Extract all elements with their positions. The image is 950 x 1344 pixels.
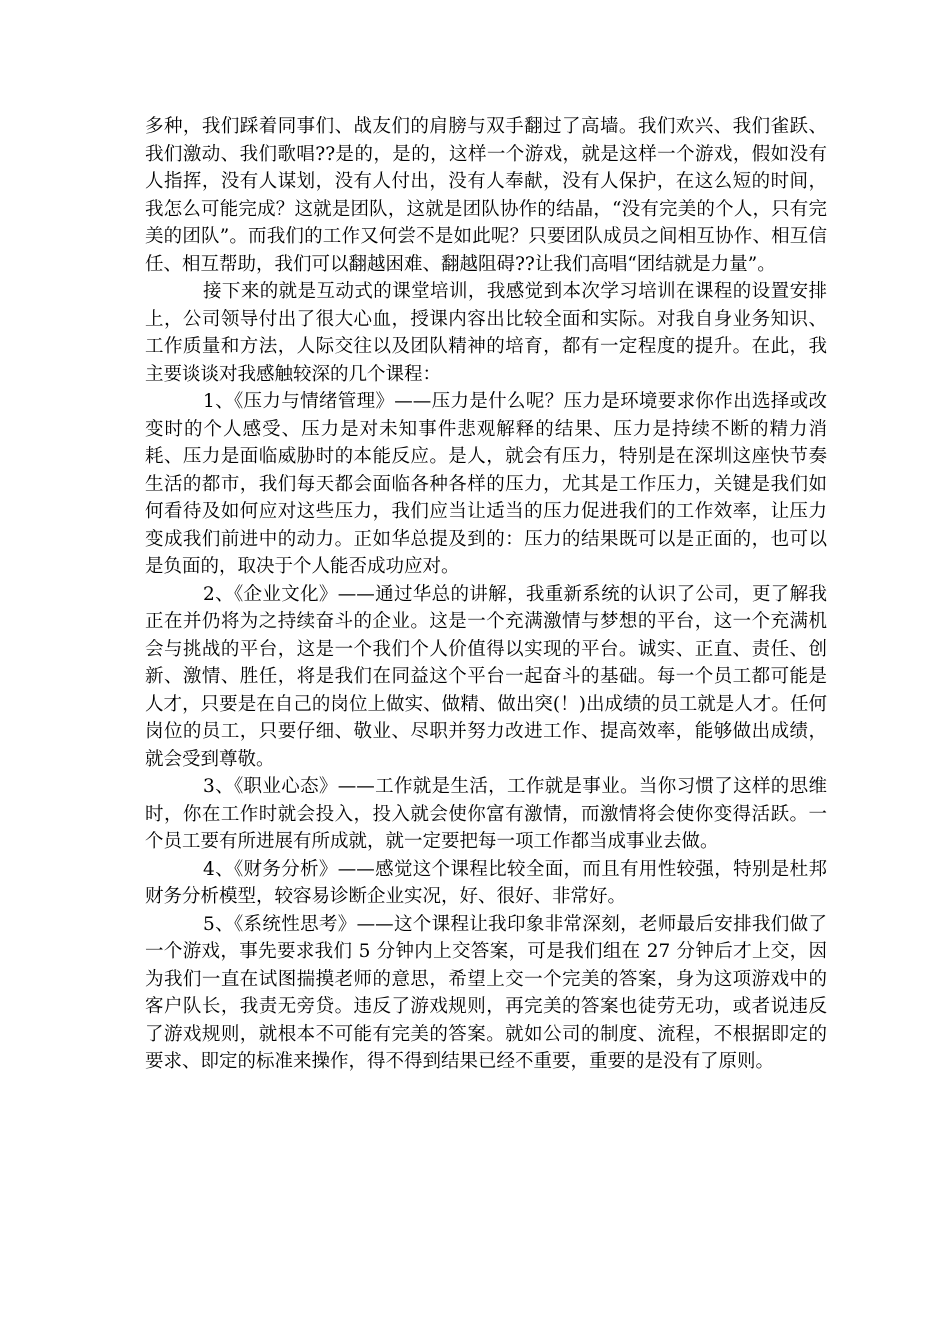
paragraph-team-game: 多种，我们踩着同事们、战友们的肩膀与双手翻过了高墙。我们欢兴、我们雀跃、我们激动、我们歌唱??是的，是的，这样一个游戏，就是这样一个游戏，假如没有人指挥，没有人谋划，没有人付出，没有人奉献，没有人保护，在这么短的时间，我怎么可能完成？这就是团队，这就是团队协作的结晶，“没有完美的个人，只有完美的团队”。而我们的工作又何尝不是如此呢？只要团队成员之间相互协作、相互信任、相互帮助，我们可以翻越困难、翻越阻碍??让我们高唱“团结就是力量”。 — [145, 116, 827, 275]
paragraph-course-stress: 1、《压力与情绪管理》——压力是什么呢？压力是环境要求你作出选择或改变时的个人感受、压力是对未知事件悲观解释的结果、压力是持续不断的精力消耗、压力是面临威胁时的本能反应。是人，就会有压力，特别是在深圳这座快节奏生活的都市，我们每天都会面临各种各样的压力，尤其是工作压力，关键是我们如何看待及如何应对这些压力，我们应当让适当的压力促进我们的工作效率，让压力变成我们前进中的动力。正如华总提及到的：压力的结果既可以是正面的，也可以是负面的，取决于个人能否成功应对。 — [145, 391, 827, 577]
document-body — [145, 113, 827, 1076]
paragraph-course-finance: 4、《财务分析》——感觉这个课程比较全面，而且有用性较强，特别是杜邦财务分析模型，较容易诊断企业实况，好、很好、非常好。 — [145, 858, 827, 907]
paragraph-course-culture: 2、《企业文化》——通过华总的讲解，我重新系统的认识了公司，更了解我正在并仍将为之持续奋斗的企业。这是一个充满激情与梦想的平台，这一个充满机会与挑战的平台，这是一个我们个人价值得以实现的平台。诚实、正直、责任、创新、激情、胜任，将是我们在同益这个平台一起奋斗的基础。每一个员工都可能是人才，只要是在自己的岗位上做实、做精、做出突(！)出成绩的员工就是人才。任何岗位的员工，只要仔细、敬业、尽职并努力改进工作、提高效率，能够做出成绩，就会受到尊敬。 — [145, 583, 827, 770]
paragraph-course-systems: 5、《系统性思考》——这个课程让我印象非常深刻，老师最后安排我们做了一个游戏，事先要求我们 5 分钟内上交答案，可是我们组在 27 分钟后才上交，因为我们一直在试图揣摸老师的意思，希望上交一个完美的答案，身为这项游戏中的客户队长，我责无旁贷。违反了游戏规则，再完美的答案也徒劳无功，或者说违反了游戏规则，就根本不可能有完美的答案。就如公司的制度、流程，不根据即定的要求、即定的标准来操作，得不得到结果已经不重要，重要的是没有了原则。 — [145, 913, 827, 1072]
paragraph-training-intro: 接下来的就是互动式的课堂培训，我感觉到本次学习培训在课程的设置安排上，公司领导付出了很大心血，授课内容出比较全面和实际。对我自身业务知识、工作质量和方法，人际交往以及团队精神的培育，都有一定程度的提升。在此，我主要谈谈对我感触较深的几个课程： — [145, 281, 827, 385]
paragraph-course-mindset: 3、《职业心态》——工作就是生活，工作就是事业。当你习惯了这样的思维时，你在工作时就会投入，投入就会使你富有激情，而激情将会使你变得活跃。一个员工要有所进展有所成就，就一定要把每一项工作都当成事业去做。 — [145, 776, 827, 852]
